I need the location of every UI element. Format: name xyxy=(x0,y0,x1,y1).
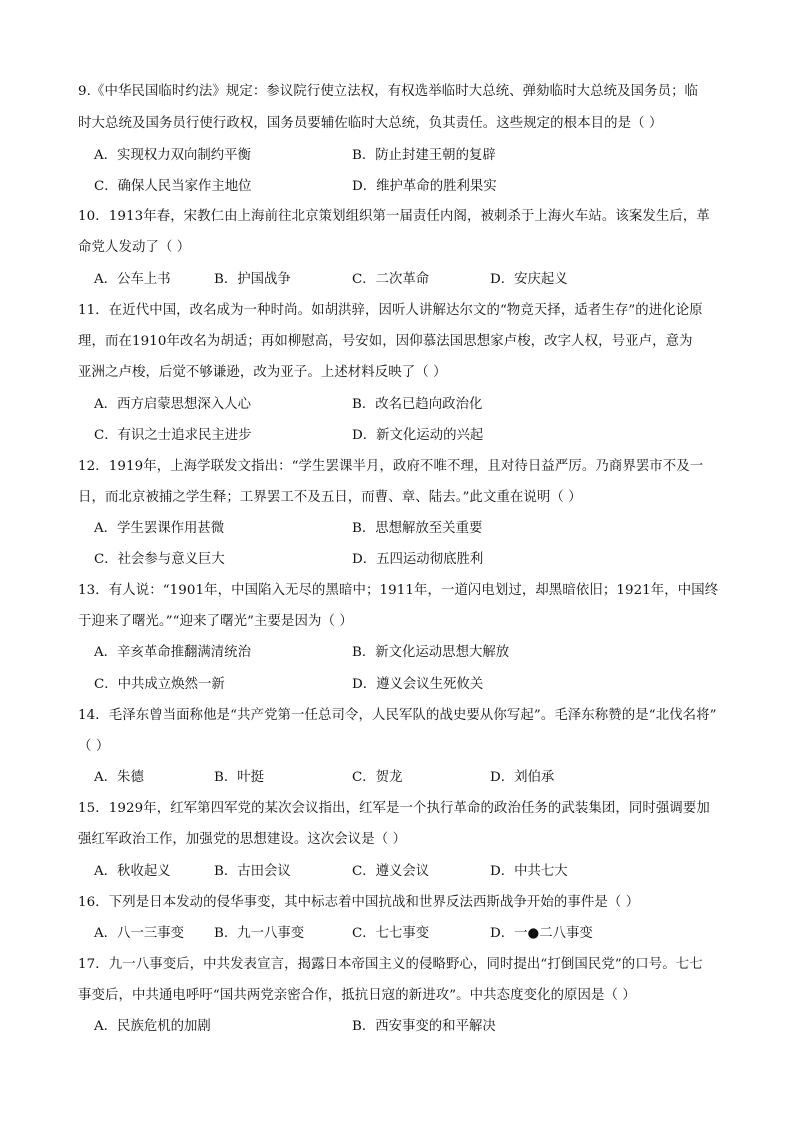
q14-option-a: A．朱德 xyxy=(94,770,144,785)
q9-option-a: A．实现权力双向制约平衡 xyxy=(94,148,251,163)
q13-stem-line-1: 13．有人说：“1901年，中国陷入无尽的黑暗中；1911年，一道闪电划过，却黑暗依旧；1921年，中国终 xyxy=(78,583,719,598)
q10-stem-line-2: 命党人发动了（ ） xyxy=(78,240,191,255)
q14-option-b: B．叶挺 xyxy=(214,770,265,785)
q9-option-b: B．防止封建王朝的复辟 xyxy=(352,148,496,163)
q15-option-b: B．古田会议 xyxy=(214,864,291,879)
q9-stem-line-2: 时大总统及国务员行使行政权，国务员要辅佐临时大总统，负其责任。这些规定的根本目的是（ ） xyxy=(78,116,663,131)
q15-option-a: A．秋收起义 xyxy=(94,864,171,879)
q16-option-d: D．一●二八事变 xyxy=(490,926,593,941)
q17-option-b: B．西安事变的和平解决 xyxy=(352,1019,496,1034)
q14-option-d: D．刘伯承 xyxy=(490,770,555,785)
q15-stem-line-2: 强红军政治工作，加强党的思想建设。这次会议是（ ） xyxy=(78,832,407,847)
q16-option-c: C．七七事变 xyxy=(352,926,430,941)
q17-stem-line-2: 事变后，中共通电呼吁“国共两党亲密合作，抵抗日寇的新进攻”。中共态度变化的原因是（ ） xyxy=(78,988,636,1003)
q10-option-b: B．护国战争 xyxy=(214,272,291,287)
q16-option-a: A．八一三事变 xyxy=(94,926,185,941)
q17-stem-line-1: 17．九一八事变后，中共发表宣言，揭露日本帝国主义的侵略野心，同时提出“打倒国民党”的口号。七七 xyxy=(78,957,703,972)
q13-option-d: D．遵义会议生死攸关 xyxy=(352,677,484,692)
q16-option-b: B．九一八事变 xyxy=(214,926,305,941)
q12-stem-line-1: 12．1919年，上海学联发文指出：“学生罢课半月，政府不唯不理，且对待日益严厉。乃商界罢市不及一 xyxy=(78,459,704,474)
q14-option-c: C．贺龙 xyxy=(352,770,403,785)
q12-option-b: B．思想解放至关重要 xyxy=(352,521,483,536)
q9-stem-line-1: 9.《中华民国临时约法》规定：参议院行使立法权，有权选举临时大总统、弹劾临时大总统及国务员；临 xyxy=(78,84,699,99)
q9-option-d: D．维护革命的胜利果实 xyxy=(352,179,497,194)
q12-option-d: D．五四运动彻底胜利 xyxy=(352,552,484,567)
q13-stem-line-2: 于迎来了曙光。”“迎来了曙光”主要是因为（ ） xyxy=(78,614,353,629)
q10-option-d: D．安庆起义 xyxy=(490,272,568,287)
q11-option-a: A．西方启蒙思想深入人心 xyxy=(94,397,251,412)
q15-stem-line-1: 15．1929年，红军第四军党的某次会议指出，红军是一个执行革命的政治任务的武装集团，同时强调要加 xyxy=(78,801,710,816)
q14-stem-line-1: 14．毛泽东曾当面称他是“共产党第一任总司令，人民军队的战史要从你写起”。毛泽东称赞的是“北伐名将” xyxy=(78,708,717,723)
q11-stem-line-1: 11．在近代中国，改名成为一种时尚。如胡洪骍，因听人讲解达尔文的“物竞天择，适者生存”的进化论原 xyxy=(78,303,703,318)
q15-option-c: C．遵义会议 xyxy=(352,864,430,879)
q16-stem-line-1: 16．下列是日本发动的侵华事变，其中标志着中国抗战和世界反法西斯战争开始的事件是（ ） xyxy=(78,895,640,910)
q11-option-c: C．有识之士追求民主进步 xyxy=(94,428,252,443)
q11-stem-line-3: 亚洲之卢梭，后觉不够谦逊，改为亚子。上述材料反映了（ ） xyxy=(78,365,447,380)
q12-stem-line-2: 日，而北京被捕之学生释；工界罢工不及五日，而曹、章、陆去。”此文重在说明（ ） xyxy=(78,490,582,505)
q11-stem-line-2: 理，而在1910年改名为胡适；再如柳慰高，号安如，因仰慕法国思想家卢梭，改字人权，号亚卢，意为 xyxy=(78,334,693,349)
q13-option-a: A．辛亥革命推翻满清统治 xyxy=(94,645,251,660)
q9-option-c: C．确保人民当家作主地位 xyxy=(94,179,252,194)
q12-option-c: C．社会参与意义巨大 xyxy=(94,552,225,567)
q12-option-a: A．学生罢课作用甚微 xyxy=(94,521,225,536)
q10-option-c: C．二次革命 xyxy=(352,272,430,287)
q17-option-a: A．民族危机的加剧 xyxy=(94,1019,211,1034)
q11-option-d: D．新文化运动的兴起 xyxy=(352,428,484,443)
q11-option-b: B．改名已趋向政治化 xyxy=(352,397,483,412)
q10-option-a: A．公车上书 xyxy=(94,272,171,287)
q14-stem-line-2: （ ） xyxy=(78,739,110,754)
q10-stem-line-1: 10．1913年春，宋教仁由上海前往北京策划组织第一届责任内阁，被刺杀于上海火车站。该案发生后，革 xyxy=(78,209,710,224)
q13-option-b: B．新文化运动思想大解放 xyxy=(352,645,510,660)
q13-option-c: C．中共成立焕然一新 xyxy=(94,677,225,692)
q15-option-d: D．中共七大 xyxy=(490,864,568,879)
